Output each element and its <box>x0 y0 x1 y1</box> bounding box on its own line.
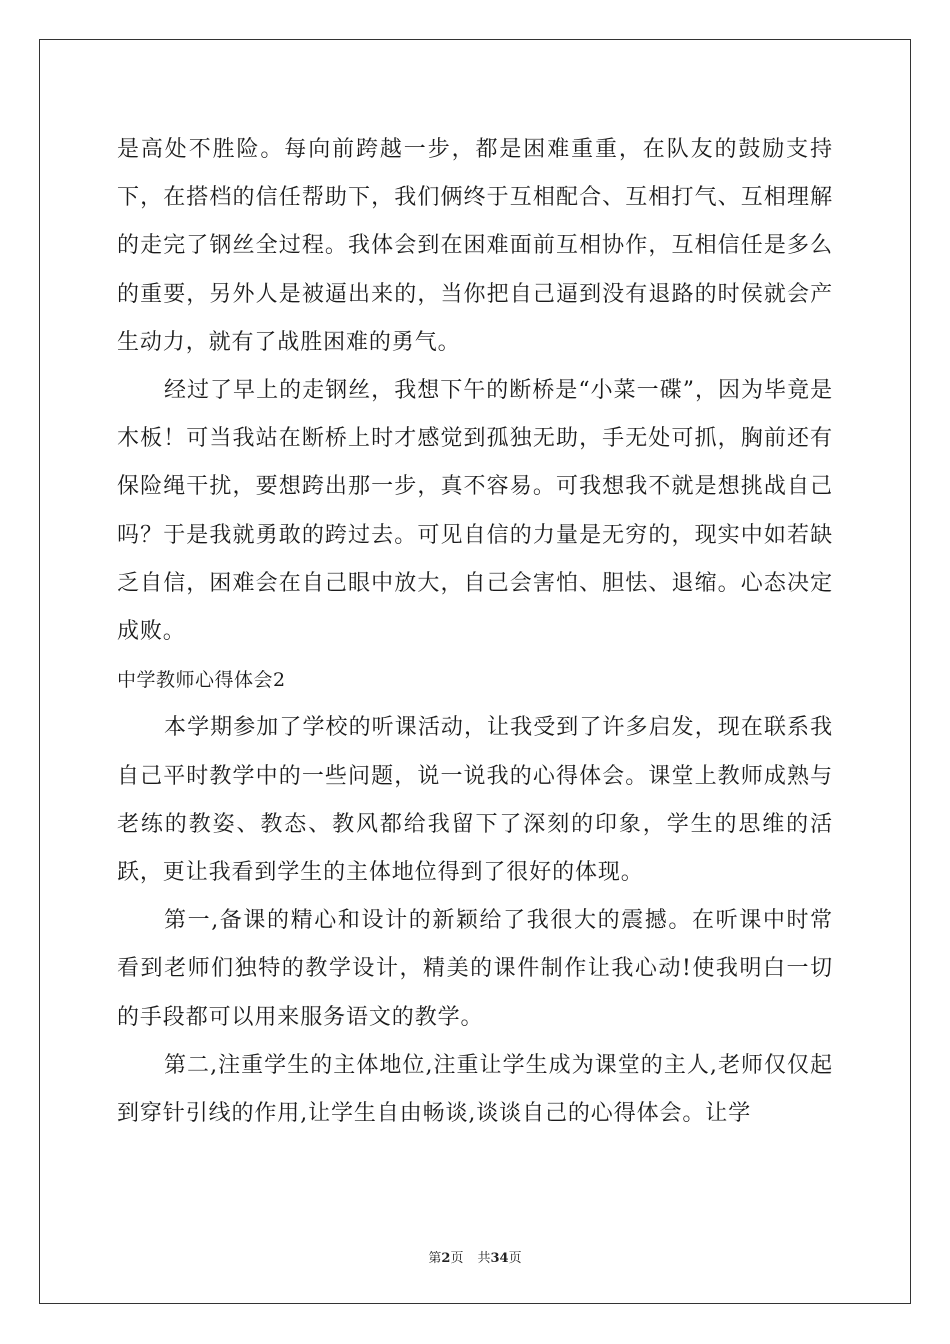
page-total: 34 <box>490 1251 509 1266</box>
page-footer <box>0 1247 950 1266</box>
paragraph-continuation: 是高处不胜险。每向前跨越一步，都是困难重重，在队友的鼓励支持下，在搭档的信任帮助下，我们俩终于互相配合、互相打气、互相理解的走完了钢丝全过程。我体会到在困难面前互相协作，互相信任是多么的重要，另外人是被逼出来的，当你把自己逼到没有退路的时侯就会产生动力，就有了战胜困难的勇气。 <box>117 137 833 355</box>
paragraph-broken-bridge: 经过了早上的走钢丝，我想下午的断桥是“小菜一碟”，因为毕竟是木板！可当我站在断桥上时才感觉到孤独无助，手无处可抓，胸前还有保险绳干扰，要想跨出那一步，真不容易。可我想我不就是想挑战自己吗？于是我就勇敢的跨过去。可见自信的力量是无穷的，现实中如若缺乏自信，困难会在自己眼中放大，自己会害怕、胆怯、退缩。心态决定成败。 <box>117 378 833 645</box>
total-unit: 页 <box>508 1251 522 1266</box>
section-heading: 中学教师心得体会2 <box>117 669 286 692</box>
document-body <box>117 126 833 1138</box>
total-prefix: 共 <box>477 1251 491 1266</box>
page-unit: 页 <box>450 1251 464 1266</box>
paragraph-first-point: 第一,备课的精心和设计的新颖给了我很大的震撼。在听课中时常看到老师们独特的教学设计，精美的课件制作让我心动!使我明白一切的手段都可以用来服务语文的教学。 <box>117 908 833 1030</box>
page-current: 2 <box>441 1251 451 1266</box>
page-prefix: 第 <box>428 1251 442 1266</box>
paragraph-intro: 本学期参加了学校的听课活动，让我受到了许多启发，现在联系我自己平时教学中的一些问题，说一说我的心得体会。课堂上教师成熟与老练的教姿、教态、教风都给我留下了深刻的印象，学生的思维的活跃，更让我看到学生的主体地位得到了很好的体现。 <box>117 715 833 886</box>
paragraph-second-point: 第二,注重学生的主体地位,注重让学生成为课堂的主人,老师仅仅起到穿针引线的作用,让学生自由畅谈,谈谈自己的心得体会。让学 <box>117 1052 833 1127</box>
